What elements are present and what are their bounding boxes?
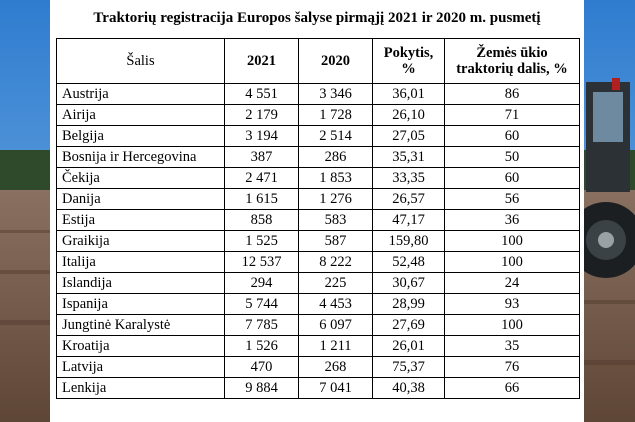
cell-2021: 1 525 [225,231,299,252]
table-row [57,84,580,105]
cell-2020: 587 [299,231,373,252]
cell-country: Ispanija [57,294,225,315]
cell-2021: 470 [225,357,299,378]
cell-2021: 4 551 [225,84,299,105]
table-row [57,294,580,315]
cell-share: 56 [445,189,580,210]
cell-2021: 3 194 [225,126,299,147]
header-change-unit: % [401,61,416,77]
cell-2020: 3 346 [299,84,373,105]
cell-2021: 2 471 [225,168,299,189]
cell-2020: 225 [299,273,373,294]
cell-change: 27,05 [373,126,445,147]
header-share [445,39,580,84]
cell-country: Islandija [57,273,225,294]
cell-2020: 6 097 [299,315,373,336]
cell-share: 71 [445,105,580,126]
cell-2020: 1 728 [299,105,373,126]
table-row [57,315,580,336]
cell-country: Bosnija ir Hercegovina [57,147,225,168]
cell-2021: 9 884 [225,378,299,399]
cell-country: Latvija [57,357,225,378]
cell-country: Kroatija [57,336,225,357]
cell-2021: 1 615 [225,189,299,210]
cell-2020: 8 222 [299,252,373,273]
cell-change: 47,17 [373,210,445,231]
cell-change: 33,35 [373,168,445,189]
table-row [57,273,580,294]
table-row [57,378,580,399]
cell-2021: 1 526 [225,336,299,357]
cell-country: Graikija [57,231,225,252]
cell-2020: 583 [299,210,373,231]
cell-2021: 7 785 [225,315,299,336]
cell-country: Airija [57,105,225,126]
cell-change: 52,48 [373,252,445,273]
table-row [57,231,580,252]
cell-2020: 7 041 [299,378,373,399]
cell-change: 75,37 [373,357,445,378]
table-row [57,168,580,189]
cell-2020: 2 514 [299,126,373,147]
cell-share: 60 [445,168,580,189]
cell-share: 60 [445,126,580,147]
cell-2021: 12 537 [225,252,299,273]
table-panel [50,0,584,422]
header-change [373,39,445,84]
cell-share: 50 [445,147,580,168]
cell-change: 26,10 [373,105,445,126]
cell-change: 159,80 [373,231,445,252]
header-2021: 2021 [225,39,299,84]
cell-country: Italija [57,252,225,273]
header-country: Šalis [57,39,225,84]
cell-share: 100 [445,252,580,273]
cell-change: 40,38 [373,378,445,399]
cell-2021: 858 [225,210,299,231]
cell-share: 86 [445,84,580,105]
cell-change: 35,31 [373,147,445,168]
table-row [57,252,580,273]
cell-2020: 1 853 [299,168,373,189]
cell-share: 35 [445,336,580,357]
cell-2020: 4 453 [299,294,373,315]
cell-country: Čekija [57,168,225,189]
table-row [57,210,580,231]
cell-change: 28,99 [373,294,445,315]
header-share-label2: traktorių dalis, [456,61,550,77]
tractor-registration-table [56,38,580,399]
cell-country: Jungtinė Karalystė [57,315,225,336]
header-change-label: Pokytis, [383,45,434,61]
cell-change: 36,01 [373,84,445,105]
table-row [57,336,580,357]
cell-country: Austrija [57,84,225,105]
cell-share: 66 [445,378,580,399]
cell-share: 24 [445,273,580,294]
table-row [57,147,580,168]
cell-change: 26,01 [373,336,445,357]
cell-share: 93 [445,294,580,315]
cell-change: 26,57 [373,189,445,210]
table-row [57,357,580,378]
table-row [57,126,580,147]
cell-share: 100 [445,315,580,336]
table-row [57,189,580,210]
cell-2021: 387 [225,147,299,168]
cell-country: Lenkija [57,378,225,399]
table-row [57,105,580,126]
cell-country: Estija [57,210,225,231]
cell-2020: 1 211 [299,336,373,357]
header-share-unit: % [553,61,568,77]
cell-country: Belgija [57,126,225,147]
cell-2021: 294 [225,273,299,294]
cell-2020: 1 276 [299,189,373,210]
table-body [57,84,580,399]
cell-2020: 268 [299,357,373,378]
cell-change: 27,69 [373,315,445,336]
cell-change: 30,67 [373,273,445,294]
cell-country: Danija [57,189,225,210]
header-2020: 2020 [299,39,373,84]
cell-share: 100 [445,231,580,252]
cell-share: 36 [445,210,580,231]
cell-share: 76 [445,357,580,378]
cell-2021: 2 179 [225,105,299,126]
cell-2021: 5 744 [225,294,299,315]
header-row [57,39,580,84]
table-title: Traktorių registracija Europos šalyse pirmąjį 2021 ir 2020 m. pusmetį [93,10,541,26]
header-share-label: Žemės ūkio [476,45,548,61]
cell-2020: 286 [299,147,373,168]
